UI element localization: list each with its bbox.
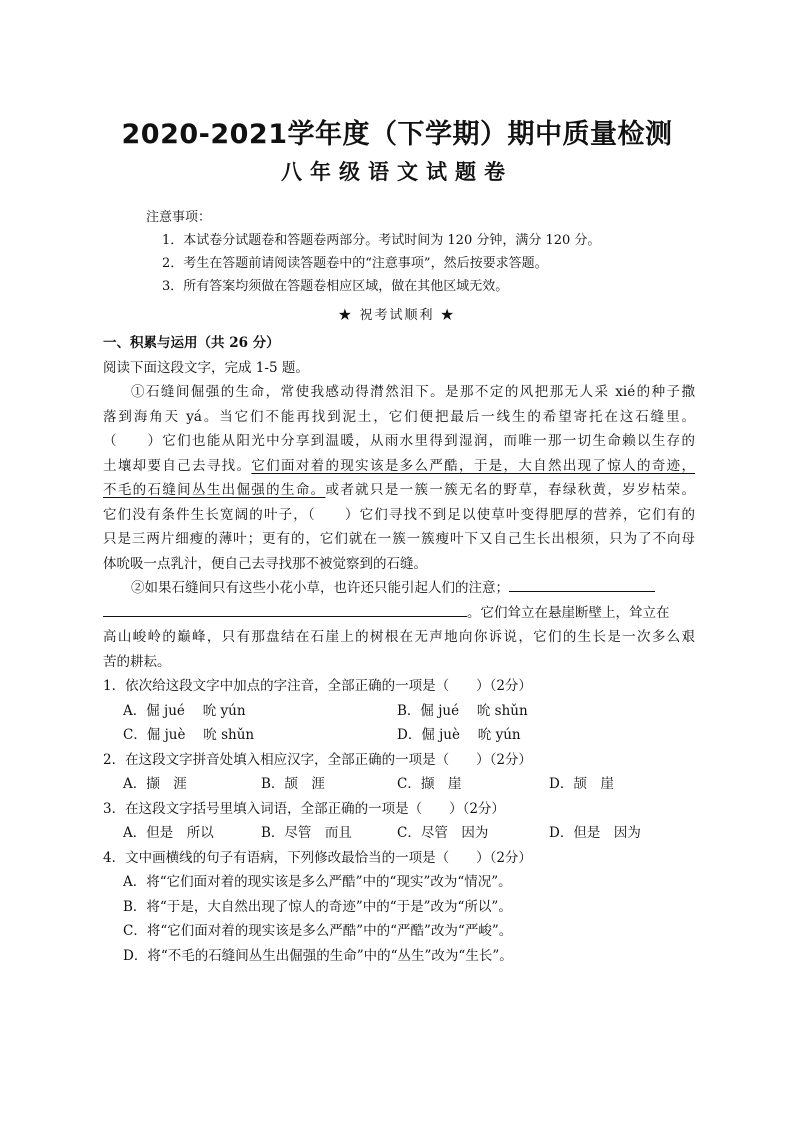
- option: C．撷 崖: [397, 776, 462, 792]
- answer-blank: [103, 602, 467, 617]
- notice-item: 1．本试卷分试题卷和答题卷两部分。考试时间为 120 分钟，满分 120 分。: [162, 233, 601, 248]
- passage-line: [103, 601, 695, 626]
- passage-line: （ ）它们也能从阳光中分享到温暖，从雨水里得到湿润，而唯一那一切生命赖以生存的: [103, 433, 695, 449]
- notice-item: 3．所有答案均须做在答题卷相应区域，做在其他区域无效。: [162, 279, 509, 294]
- answer-blank: [509, 577, 655, 592]
- passage-line: [103, 576, 695, 601]
- option: B．尽管 而且: [261, 825, 352, 841]
- passage-line: [103, 478, 695, 503]
- notice-block: [146, 206, 600, 298]
- option: C．将“它们面对着的现实该是多么严酷”中的“严酷”改为“严峻”。: [123, 923, 513, 939]
- option: D．颉 崖: [549, 776, 614, 792]
- option-row: [103, 723, 695, 748]
- option: D．但是 因为: [549, 825, 641, 841]
- passage-line: 体吮吸一点乳汁，便自己去寻找那不被觉察到的石缝。: [103, 555, 427, 572]
- passage-line: 它们没有条件生长宽阔的叶子，（ ）它们寻找不到足以使草叶变得肥厚的营养，它们有的: [103, 506, 695, 523]
- question-stem: 4．文中画横线的句子有语病，下列修改最恰当的一项是（ ）（2分）: [103, 849, 532, 866]
- option: C．尽管 因为: [397, 825, 489, 841]
- passage-line: [103, 454, 695, 479]
- question-stem: 3．在这段文字括号里填入词语，全部正确的一项是（ ）（2分）: [103, 800, 505, 817]
- exam-subtitle: 八年级语文试题卷: [281, 159, 513, 184]
- option: C．倔 juè 吮 shǔn: [123, 727, 255, 743]
- notice-heading: 注意事项：: [146, 210, 212, 225]
- section-intro: 阅读下面这段文字，完成 1-5 题。: [103, 359, 309, 376]
- passage-text: ②如果石缝间只有这些小花小草，也许还只能引起人们的注意；: [131, 580, 509, 596]
- option: D．倔 juè 吮 yún: [397, 727, 521, 743]
- underlined-sentence: 它们面对着的现实该是多么严酷，于是，大自然出现了惊人的奇迹，: [251, 457, 696, 474]
- option-row: [103, 772, 695, 797]
- option: A．撷 涯: [123, 776, 187, 792]
- good-luck-line: ★ 祝考试顺利 ★: [338, 308, 456, 323]
- passage-line: 高山峻岭的巅峰，只有那盘结在石崖上的树根在无声地向你诉说，它们的生长是一次多么艰: [103, 629, 695, 645]
- option: B．颉 涯: [261, 776, 325, 792]
- option-row: [103, 699, 695, 724]
- passage-text: 或者就只是一簇一簇无名的野草，春绿秋黄，岁岁枯荣。: [325, 482, 695, 498]
- option: A．但是 所以: [123, 825, 214, 841]
- option-row: [103, 821, 695, 846]
- option: A．将“它们面对着的现实该是多么严酷”中的“现实”改为“情况”。: [123, 874, 512, 890]
- passage-line: 落到海角天 yá。当它们不能再找到泥土，它们便把最后一线生的希望寄托在这石缝里。: [103, 408, 695, 425]
- exam-title: 2020-2021学年度（下学期）期中质量检测: [121, 119, 673, 150]
- question-stem: 2．在这段文字拼音处填入相应汉字，全部正确的一项是（ ）（2分）: [103, 751, 532, 768]
- underlined-sentence: 不毛的石缝间丛生出倔强的生命。: [103, 482, 326, 498]
- question-stem: 1．依次给这段文字中加点的字注音，全部正确的一项是（ ）（2分）: [103, 678, 532, 694]
- passage-line: 只是三两片细瘦的薄叶；更有的，它们就在一簇一簇瘦叶下又自己生长出根须，只为了不向母: [103, 531, 695, 547]
- notice-item: 2．考生在答题前请阅读答题卷中的“注意事项”，然后按要求答题。: [162, 256, 548, 271]
- option: B．将“于是，大自然出现了惊人的奇迹”中的“于是”改为“所以”。: [123, 898, 512, 915]
- passage-text: 土壤却要自己去寻找。: [103, 457, 252, 474]
- passage-text: 。它们耸立在悬崖断壁上，耸立在: [467, 604, 670, 621]
- option: A．倔 jué 吮 yún: [123, 702, 246, 719]
- passage-line: 苦的耕耘。: [103, 653, 171, 670]
- exam-body: [103, 331, 695, 968]
- section-heading: 一、积累与运用（共 26 分）: [103, 335, 280, 351]
- passage-line: ①石缝间倔强的生命，常使我感动得潸然泪下。是那不定的风把那无人采 xié的种子撒: [131, 384, 695, 400]
- option: D．将“不毛的石缝间丛生出倔强的生命”中的“丛生”改为“生长”。: [123, 947, 513, 964]
- option: B．倔 jué 吮 shǔn: [397, 702, 528, 719]
